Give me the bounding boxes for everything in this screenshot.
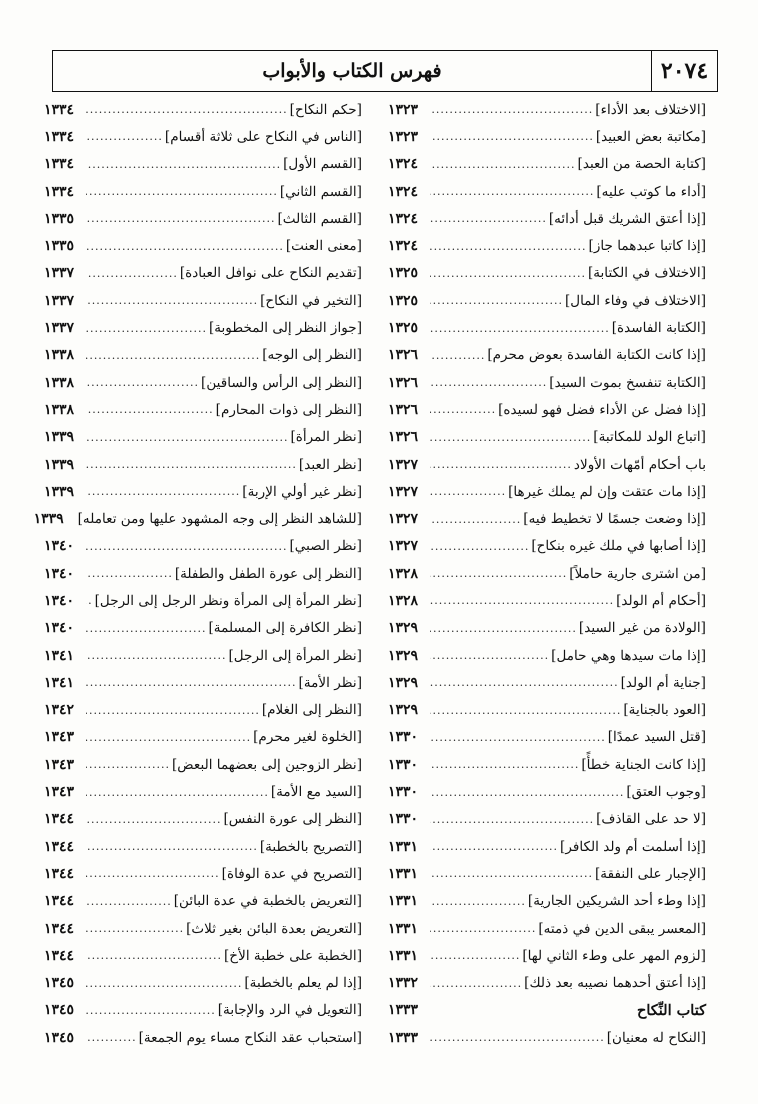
dot-leader [430, 130, 594, 143]
entry-title: [كتابة الحصة من العبد] [577, 156, 706, 173]
index-entry [388, 942, 706, 969]
entry-title: [إذا فضل عن الأداء فضل فهو لسيده] [498, 401, 706, 418]
dot-leader [430, 676, 619, 689]
entry-title: [الكتابة الفاسدة] [611, 320, 706, 337]
entry-page-number: ١٣٤٥ [44, 1002, 75, 1019]
dot-leader [430, 458, 572, 471]
entry-title: باب أحكام أمّهات الأولاد [573, 456, 706, 473]
entry-page-number: ١٣٢٦ [388, 429, 419, 446]
entry-page-number: ١٣٤٥ [44, 1029, 75, 1046]
entry-title: [الخلوة لغير محرم] [253, 729, 362, 746]
entry-title: [إذا أعتق أحدهما نصيبه بعد ذلك] [524, 975, 706, 992]
entry-page-number: ١٣٢٨ [388, 565, 419, 582]
dot-leader [86, 649, 226, 662]
entry-title: [العود بالجناية] [623, 702, 706, 719]
entry-title: [إذا أسلمت أم ولد الكافر] [560, 838, 706, 855]
dot-leader [430, 922, 536, 935]
index-entry [44, 342, 362, 369]
entry-title: [نظر المرأة إلى الرجل] [228, 647, 362, 664]
dot-leader [86, 786, 269, 799]
entry-page-number: ١٣٣١ [388, 893, 419, 910]
entry-page-number: ١٣٤١ [44, 647, 75, 664]
entry-title: [نظر الزوجين إلى بعضهما البعض] [171, 756, 362, 773]
entry-page-number: ١٣٢٧ [388, 483, 419, 500]
dot-leader [86, 840, 258, 853]
entry-title: [إذا أصابها في ملك غيره بنكاح] [531, 538, 706, 555]
index-entry [44, 178, 362, 205]
entry-title: [القسم الثالث] [277, 210, 362, 227]
entry-title: [النظر إلى الرأس والساقين] [201, 374, 362, 391]
dot-leader [86, 267, 178, 280]
index-entry [388, 970, 706, 997]
entry-title: [معنى العنت] [285, 238, 362, 255]
entry-page-number: ١٣٣٨ [44, 401, 75, 418]
entry-title: [الخطبة على خطبة الأخ] [224, 947, 362, 964]
index-entry [44, 970, 362, 997]
index-entry [388, 96, 706, 123]
entry-page-number: ١٣٣٣ [388, 1002, 419, 1019]
dot-leader [430, 513, 521, 526]
entry-page-number: ١٣٣٤ [44, 183, 75, 200]
index-entry [388, 123, 706, 150]
entry-page-number: ١٣٣٠ [388, 784, 419, 801]
entry-page-number: ١٣٢٤ [388, 238, 419, 255]
entry-title: [جواز النظر إلى المخطوبة] [208, 320, 362, 337]
dot-leader [86, 349, 260, 362]
entry-title: كتاب النِّكاح [636, 1001, 706, 1019]
entry-page-number: ١٣٣٥ [44, 238, 75, 255]
entry-title: [نظر العبد] [298, 456, 362, 473]
index-entry [44, 1024, 362, 1051]
entry-title: [نظر المرأة] [290, 429, 362, 446]
entry-title: [النظر إلى الوجه] [262, 347, 362, 364]
dot-leader [430, 212, 547, 225]
entry-page-number: ١٣٤٠ [44, 592, 75, 609]
entry-page-number: ١٣٣٠ [388, 729, 419, 746]
index-entry [44, 478, 362, 505]
dot-leader [430, 376, 547, 389]
entry-page-number: ١٣٤٤ [44, 947, 75, 964]
entry-title: [الاختلاف في الكتابة] [587, 265, 706, 282]
entry-title: [نظر الكافرة إلى المسلمة] [208, 620, 362, 637]
entry-page-number: ١٣٢٤ [388, 183, 419, 200]
dot-leader [430, 977, 522, 990]
dot-leader [430, 185, 594, 198]
index-entry [44, 587, 362, 614]
entry-page-number: ١٣٢٦ [388, 374, 419, 391]
entry-page-number: ١٣٣٧ [44, 292, 75, 309]
page-header [52, 50, 718, 92]
dot-leader [430, 867, 593, 880]
entry-page-number: ١٣٣١ [388, 920, 419, 937]
entry-title: [إذا كاتبا عبدهما جاز] [588, 238, 706, 255]
entry-page-number: ١٣٤٤ [44, 865, 75, 882]
entry-title: [وجوب العتق] [626, 784, 706, 801]
dot-leader [430, 622, 577, 635]
entry-page-number: ١٣٤٢ [44, 702, 75, 719]
dot-leader [430, 349, 485, 362]
index-entry [388, 642, 706, 669]
dot-leader [86, 130, 163, 143]
entry-title: [المعسر يبقى الدين في ذمته] [538, 920, 706, 937]
entry-title: [نظر غير أولي الإربة] [242, 483, 362, 500]
section-heading-entry [388, 997, 706, 1024]
dot-leader [86, 949, 222, 962]
index-entry [44, 724, 362, 751]
dot-leader [86, 813, 221, 826]
dot-leader [86, 458, 297, 471]
entry-title: [التصريح في عدة الوفاة] [221, 865, 362, 882]
entry-page-number: ١٣٣٤ [44, 101, 75, 118]
dot-leader [430, 840, 558, 853]
dot-leader [430, 240, 587, 253]
index-entry [388, 587, 706, 614]
entry-title: [الولادة من غير السيد] [578, 620, 706, 637]
entry-page-number: ١٣٤٤ [44, 811, 75, 828]
index-entry [44, 915, 362, 942]
entry-page-number: ١٣٣٥ [44, 210, 75, 227]
index-entry [388, 232, 706, 259]
entry-page-number: ١٣٢٤ [388, 210, 419, 227]
entry-page-number: ١٣٣١ [388, 947, 419, 964]
index-entry [44, 615, 362, 642]
index-entry [388, 396, 706, 423]
index-entry [44, 778, 362, 805]
index-entry [388, 205, 706, 232]
dot-leader [86, 212, 275, 225]
index-entry [44, 833, 362, 860]
index-entry [388, 314, 706, 341]
entry-page-number: ١٣٤٠ [44, 620, 75, 637]
dot-leader [86, 294, 258, 307]
entry-page-number: ١٣٣٧ [44, 265, 75, 282]
index-entry [44, 232, 362, 259]
entry-title: [إذا كانت الجناية خطأً] [581, 756, 706, 773]
dot-leader [430, 704, 621, 717]
dot-leader [86, 867, 220, 880]
dot-leader [430, 1031, 605, 1044]
dot-leader [430, 540, 529, 553]
entry-page-number: ١٣٤٤ [44, 838, 75, 855]
entry-page-number: ١٣٢٩ [388, 620, 419, 637]
dot-leader [86, 431, 288, 444]
dot-leader [86, 1031, 137, 1044]
dot-leader [86, 376, 199, 389]
entry-title: [الاختلاف بعد الأداء] [595, 101, 706, 118]
dot-leader [86, 895, 172, 908]
entry-title: [جناية أم الولد] [620, 674, 706, 691]
entry-title: [إذا لم يعلم بالخطبة] [244, 975, 362, 992]
dot-leader [86, 622, 207, 635]
index-entry [388, 533, 706, 560]
entry-page-number: ١٣٢٧ [388, 456, 419, 473]
index-entry [388, 505, 706, 532]
entry-page-number: ١٣٤٠ [44, 538, 75, 555]
dot-leader [430, 403, 496, 416]
dot-leader [430, 731, 606, 744]
dot-leader [430, 813, 594, 826]
index-entry [388, 451, 706, 478]
entry-page-number: ١٣٢٩ [388, 674, 419, 691]
index-entry [44, 806, 362, 833]
index-entry [44, 942, 362, 969]
dot-leader [86, 977, 242, 990]
entry-title: [تقديم النكاح على نوافل العبادة] [179, 265, 362, 282]
index-entry [388, 287, 706, 314]
entry-page-number: ١٣٣٤ [44, 156, 75, 173]
index-entry [44, 314, 362, 341]
entry-page-number: ١٣٤٤ [44, 893, 75, 910]
index-entry [388, 560, 706, 587]
dot-leader [86, 676, 297, 689]
entry-page-number: ١٣٣٩ [44, 429, 75, 446]
dot-leader [430, 786, 624, 799]
index-entry [44, 96, 362, 123]
dot-leader [430, 567, 567, 580]
index-column-left [33, 96, 362, 1051]
entry-page-number: ١٣٢٤ [388, 156, 419, 173]
dot-leader [86, 758, 170, 771]
index-entry [388, 178, 706, 205]
entry-title: [إذا مات سيدها وهي حامل] [551, 647, 706, 664]
entry-title: [النظر إلى عورة الطفل والطفلة] [174, 565, 362, 582]
entry-title: [أداء ما كوتب عليه] [596, 183, 706, 200]
dot-leader [430, 649, 549, 662]
index-entry [388, 342, 706, 369]
entry-title: [استحباب عقد النكاح مساء يوم الجمعة] [138, 1029, 362, 1046]
dot-leader [430, 485, 506, 498]
entry-page-number: ١٣٣١ [388, 838, 419, 855]
dot-leader [86, 704, 260, 717]
dot-leader [430, 758, 579, 771]
index-entry [388, 915, 706, 942]
dot-leader [86, 731, 251, 744]
index-entry [44, 205, 362, 232]
dot-leader [430, 294, 563, 307]
dot-leader [430, 322, 610, 335]
entry-title: [التخير في النكاح] [260, 292, 362, 309]
dot-leader [430, 949, 520, 962]
dot-leader [86, 240, 284, 253]
dot-leader [86, 567, 173, 580]
entry-page-number: ١٣٤٣ [44, 784, 75, 801]
entry-title: [لزوم المهر على وطء الثاني لها] [522, 947, 706, 964]
index-entry [44, 396, 362, 423]
entry-page-number: ١٣٤٠ [44, 565, 75, 582]
entry-page-number: ١٣٤٥ [44, 975, 75, 992]
entry-title: [نظر المرأة إلى المرأة ونظر الرجل إلى الرجل] [94, 592, 362, 609]
index-entry [388, 778, 706, 805]
entry-title: [حكم النكاح] [289, 101, 362, 118]
entry-title: [إذا مات عتقت وإن لم يملك غيرها] [508, 483, 706, 500]
index-entry [44, 451, 362, 478]
entry-page-number: ١٣٢٣ [388, 128, 419, 145]
entry-page-number: ١٣٣٣ [388, 1029, 419, 1046]
entry-page-number: ١٣٢٧ [388, 538, 419, 555]
dot-leader [86, 922, 184, 935]
dot-leader [86, 103, 288, 116]
dot-leader [86, 1004, 216, 1017]
entry-title: [النظر إلى عورة النفس] [223, 811, 362, 828]
entry-title: [لا حد على القاذف] [596, 811, 706, 828]
index-entry [388, 151, 706, 178]
index-entry [44, 642, 362, 669]
entry-title: [نظر الصبي] [289, 538, 362, 555]
dot-leader [430, 103, 593, 116]
entry-title: [من اشترى جارية حاملاً] [569, 565, 706, 582]
index-entry [388, 369, 706, 396]
index-entry [44, 669, 362, 696]
index-entry [44, 888, 362, 915]
dot-leader [86, 322, 207, 335]
entry-title: [الناس في النكاح على ثلاثة أقسام] [164, 128, 362, 145]
entry-title: [القسم الأول] [283, 156, 362, 173]
index-entry [44, 560, 362, 587]
index-entry [44, 369, 362, 396]
dot-leader [430, 431, 591, 444]
entry-title: [التعويل في الرد والإجابة] [217, 1002, 362, 1019]
entry-page-number: ١٣٢٨ [388, 592, 419, 609]
index-entry [388, 724, 706, 751]
dot-leader [86, 594, 93, 607]
entry-title: [للشاهد النظر إلى وجه المشهود عليها ومن تعامله] [77, 511, 362, 528]
entry-page-number: ١٣٣٩ [44, 483, 75, 500]
index-entry [44, 123, 362, 150]
entry-page-number: ١٣٢٥ [388, 265, 419, 282]
index-entry [44, 860, 362, 887]
dot-leader [430, 594, 614, 607]
dot-leader [86, 540, 287, 553]
entry-page-number: ١٣٤٤ [44, 920, 75, 937]
entry-title: [السيد مع الأمة] [270, 784, 362, 801]
index-column-right [388, 96, 706, 1051]
index-entry [388, 751, 706, 778]
entry-page-number: ١٣٤٣ [44, 729, 75, 746]
entry-title: [النظر إلى الغلام] [261, 702, 362, 719]
page-title: فهرس الكتاب والأبواب [262, 60, 442, 82]
index-entry [388, 860, 706, 887]
index-entry [388, 424, 706, 451]
dot-leader [430, 267, 586, 280]
entry-page-number: ١٣٣٩ [33, 511, 64, 528]
entry-page-number: ١٣٢٥ [388, 320, 419, 337]
index-entry [44, 997, 362, 1024]
index-entry [388, 833, 706, 860]
index-entry [388, 888, 706, 915]
page-number: ٢٠٧٤ [651, 51, 717, 91]
entry-page-number: ١٣٣٨ [44, 347, 75, 364]
entry-title: [إذا كانت الكتابة الفاسدة بعوض محرم] [487, 347, 706, 364]
entry-title: [قتل السيد عمدًا] [607, 729, 706, 746]
entry-page-number: ١٣٤٣ [44, 756, 75, 773]
index-entry [33, 505, 362, 532]
entry-title: [اتباع الولد للمكاتبة] [593, 429, 706, 446]
entry-page-number: ١٣٣١ [388, 865, 419, 882]
dot-leader [86, 185, 278, 198]
entry-title: [نظر الأمة] [298, 674, 362, 691]
index-entry [44, 151, 362, 178]
index-entry [388, 478, 706, 505]
entry-page-number: ١٣٢٦ [388, 401, 419, 418]
index-entry [388, 1024, 706, 1051]
entry-title: [الاختلاف في وفاء المال] [564, 292, 706, 309]
index-entry [44, 260, 362, 287]
entry-page-number: ١٣٣٠ [388, 811, 419, 828]
entry-title: [النكاح له معنيان] [606, 1029, 706, 1046]
entry-page-number: ١٣٣٩ [44, 456, 75, 473]
entry-page-number: ١٣٢٧ [388, 511, 419, 528]
entry-page-number: ١٣٣٤ [44, 128, 75, 145]
entry-title: [مكاتبة بعض العبيد] [595, 128, 706, 145]
entry-page-number: ١٣٢٩ [388, 702, 419, 719]
entry-title: [إذا أعتق الشريك قبل أدائه] [548, 210, 706, 227]
entry-page-number: ١٣٢٣ [388, 101, 419, 118]
index-entry [388, 260, 706, 287]
index-entry [44, 697, 362, 724]
index-entry [44, 424, 362, 451]
dot-leader [86, 485, 240, 498]
entry-title: [التعريض بعدة البائن بغير ثلاث] [186, 920, 362, 937]
dot-leader [86, 403, 214, 416]
entry-title: [الكتابة تنفسخ بموت السيد] [549, 374, 706, 391]
index-entry [44, 751, 362, 778]
entry-page-number: ١٣٣٠ [388, 756, 419, 773]
dot-leader [430, 158, 576, 171]
entry-title: [إذا وطء أحد الشريكين الجارية] [527, 893, 706, 910]
entry-page-number: ١٣٢٩ [388, 647, 419, 664]
entry-page-number: ١٣٢٥ [388, 292, 419, 309]
index-entry [388, 697, 706, 724]
entry-title: [التصريح بالخطبة] [259, 838, 362, 855]
entry-title: [أحكام أم الولد] [616, 592, 706, 609]
index-entry [388, 806, 706, 833]
entry-page-number: ١٣٢٦ [388, 347, 419, 364]
entry-page-number: ١٣٣٢ [388, 975, 419, 992]
dot-leader [86, 158, 281, 171]
entry-title: [القسم الثاني] [279, 183, 362, 200]
index-entry [388, 615, 706, 642]
entry-page-number: ١٣٣٨ [44, 374, 75, 391]
index-entry [388, 669, 706, 696]
entry-title: [إذا وضعت جسمًا لا تخطيط فيه] [523, 511, 706, 528]
entry-page-number: ١٣٣٧ [44, 320, 75, 337]
entry-page-number: ١٣٤١ [44, 674, 75, 691]
dot-leader [430, 895, 526, 908]
entry-title: [الإجبار على النفقة] [595, 865, 706, 882]
entry-title: [التعريض بالخطبة في عدة البائن] [173, 893, 362, 910]
index-entry [44, 287, 362, 314]
index-entry [44, 533, 362, 560]
entry-title: [النظر إلى ذوات المحارم] [215, 401, 362, 418]
